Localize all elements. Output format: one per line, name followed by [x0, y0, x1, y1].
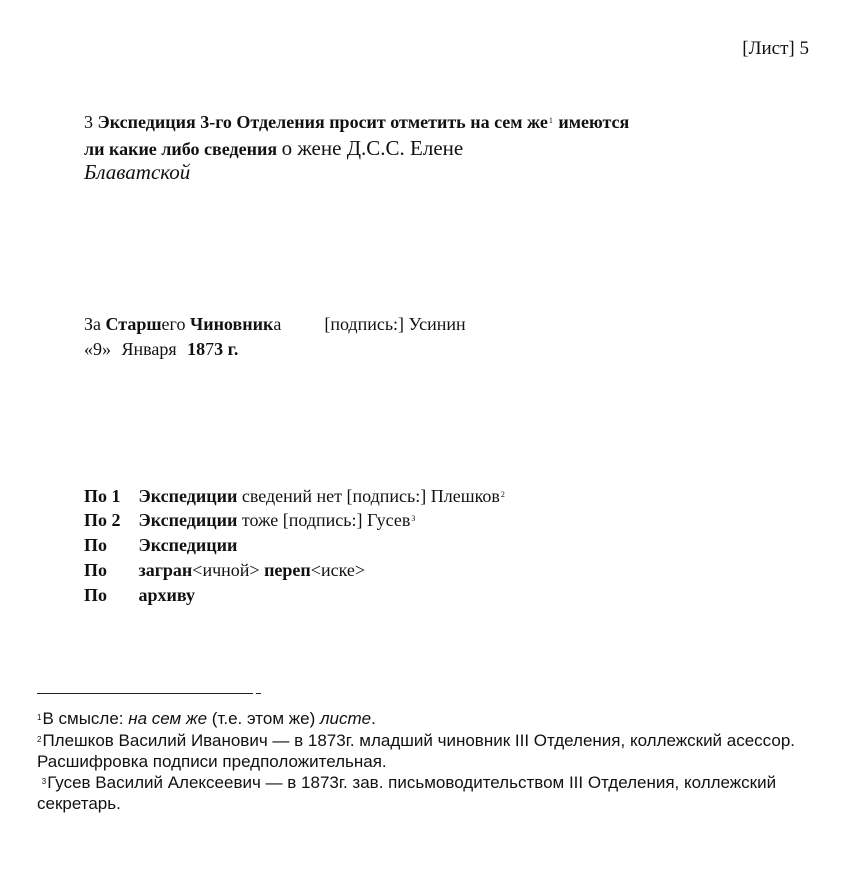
reply-po: По 1 — [84, 486, 121, 506]
footnote-ref-3[interactable]: 3 — [411, 514, 416, 523]
reply-po: По — [84, 585, 108, 605]
signature-ego: его — [161, 314, 186, 334]
reply-row — [84, 510, 416, 534]
footnote-separator-tick — [256, 693, 261, 694]
footnote-text: Плешков Василий Иванович — в 1873г. младший чиновник III Отделения, коллежский асессор. Расшифровка подписи предположительная. — [37, 731, 796, 771]
footnote-number: 3 — [41, 777, 47, 786]
request-text-bold-2: имеются — [558, 112, 630, 132]
reply-text: тоже [подпись:] Гусев — [241, 510, 411, 530]
request-line-2 — [84, 136, 463, 161]
request-question-bold: ли какие либо сведения — [84, 139, 278, 159]
request-subject: о жене Д.С.С. Елене — [281, 136, 464, 160]
signature-line — [84, 314, 466, 335]
footnote-ref-2[interactable]: 2 — [500, 490, 505, 499]
footnote-text: В смысле: — [42, 709, 129, 728]
reply-row — [84, 535, 237, 559]
sheet-number-label: [Лист] 5 — [742, 38, 809, 59]
date-day: «9» — [84, 339, 111, 359]
date-line — [84, 339, 238, 360]
request-line-3 — [84, 160, 190, 185]
reply-row — [84, 486, 506, 510]
footnote-ref-1[interactable]: 1 — [548, 116, 553, 125]
reply-part-perep: переп — [259, 560, 311, 580]
reply-dept: Экспедиции — [138, 486, 238, 506]
reply-text: сведений нет [подпись:] Плешков — [241, 486, 500, 506]
signature-starsh: Старш — [105, 314, 162, 334]
signature-usinin: [подпись:] Усинин — [324, 314, 466, 334]
footnote-separator — [37, 693, 253, 694]
reply-po: По 2 — [84, 510, 121, 530]
footnote-text: . — [371, 709, 376, 728]
footnote-number: 1 — [37, 713, 42, 722]
request-text-bold: Экспедиция 3-го Отделения просит отметить на сем же — [97, 112, 548, 132]
reply-row — [84, 585, 195, 609]
reply-part-zagran: загран — [138, 560, 193, 580]
footnote-text: Гусев Василий Алексеевич — в 1873г. зав. письмоводительством III Отделения, коллежский секретарь. — [37, 773, 777, 813]
reply-po: По — [84, 560, 108, 580]
request-line-1 — [84, 112, 629, 133]
reply-po: По — [84, 535, 108, 555]
date-year-part-3: 3 г. — [214, 339, 239, 359]
footnote-3 — [37, 771, 807, 814]
footnote-1 — [37, 707, 376, 729]
footnote-italic: на сем же — [128, 709, 208, 728]
reply-part-iske: <иске> — [310, 560, 366, 580]
signature-chinovnik: Чиновник — [189, 314, 274, 334]
signature-a: а — [273, 314, 282, 334]
footnote-text: (т.е. этом же) — [207, 709, 320, 728]
signature-za: За — [84, 314, 102, 334]
reply-part-ichnoy: <ичной> — [192, 560, 260, 580]
reply-row — [84, 560, 365, 584]
request-number: 3 — [84, 112, 93, 132]
reply-dept: Экспедиции — [138, 535, 238, 555]
reply-dept: Экспедиции — [138, 510, 238, 530]
date-year-part-2: 7 — [205, 339, 215, 359]
date-month: Января — [121, 339, 177, 359]
date-year-part-1: 18 — [187, 339, 206, 359]
request-surname: Блаватской — [84, 160, 191, 184]
footnote-2 — [37, 729, 807, 772]
footnote-number: 2 — [37, 735, 42, 744]
reply-dept: архиву — [138, 585, 195, 605]
footnote-italic: листе — [319, 709, 372, 728]
